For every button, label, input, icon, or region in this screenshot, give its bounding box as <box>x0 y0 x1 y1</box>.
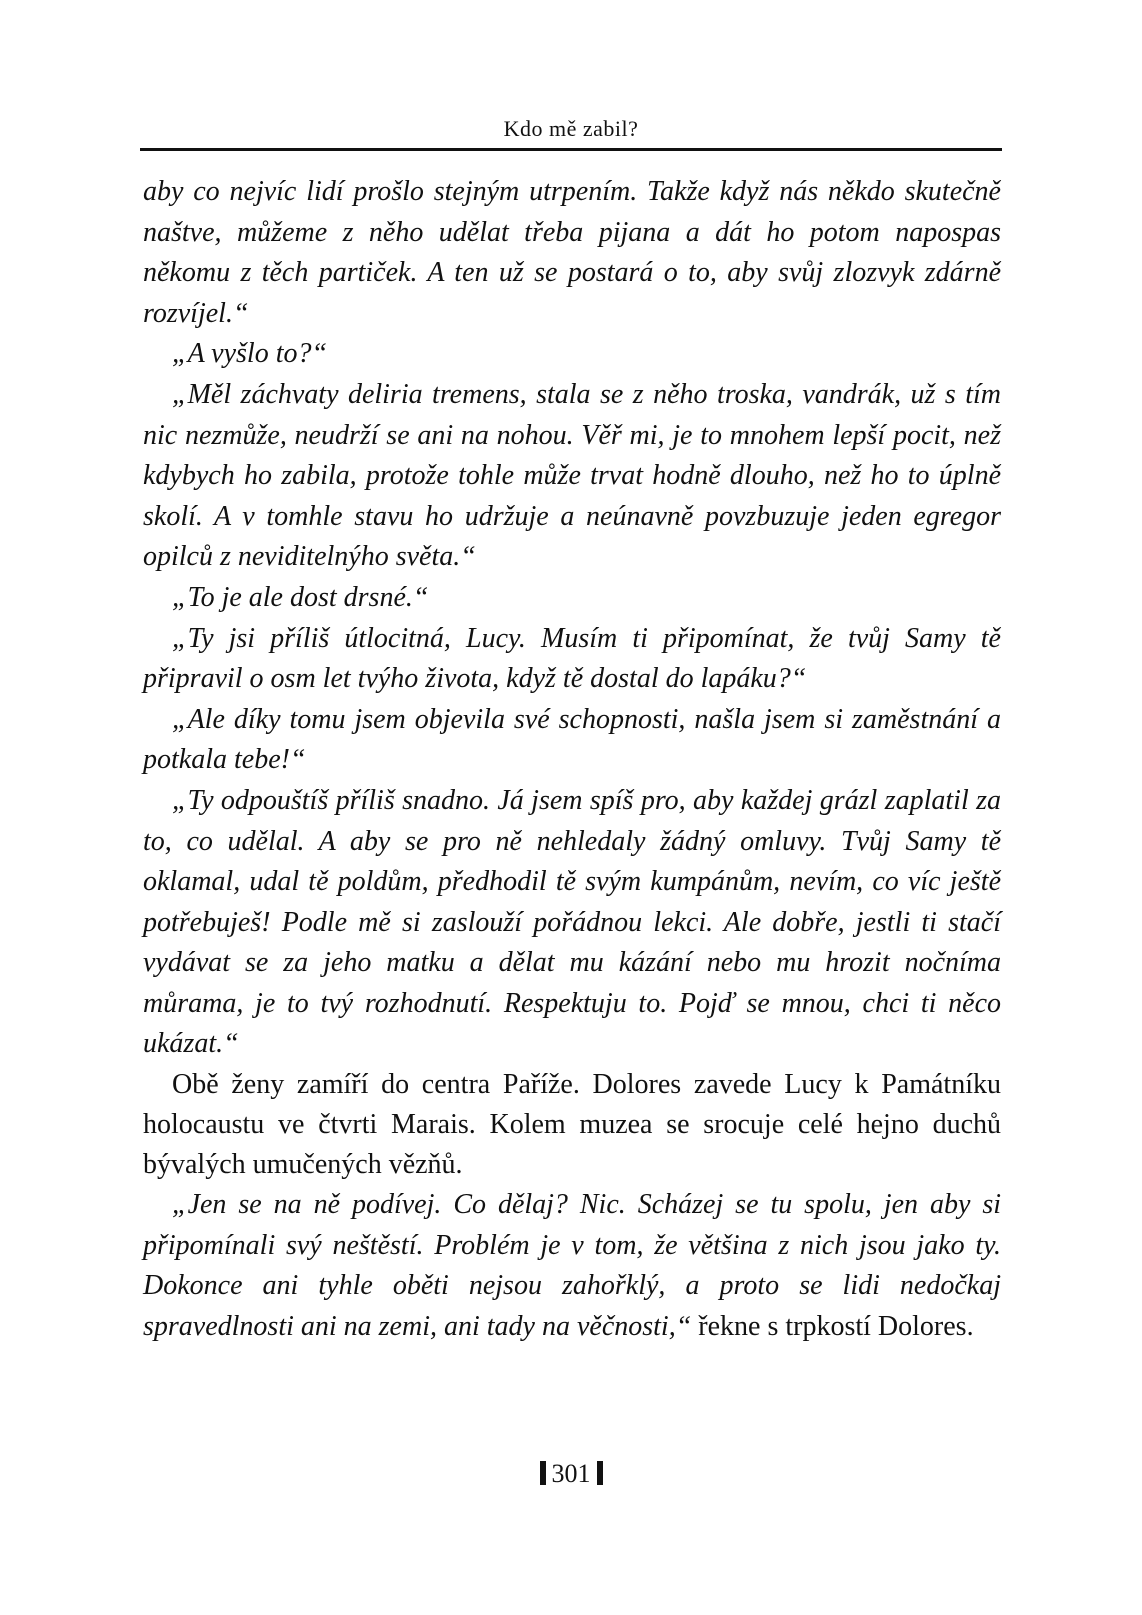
dialogue-paragraph: „Ale díky tomu jsem objevila své schopnosti, našla jsem si zaměstnání a potkala tebe!“ <box>143 703 1001 776</box>
paragraph-continued: aby co nejvíc lidí prošlo stejným utrpením. Takže když nás někdo skutečně naštve, můžeme z něho udělat třeba pijana a dát ho potom napospas někomu z těch partiček. A ten už se postará o to, aby svůj zlozvyk zdárně rozvíjel.“ <box>143 176 1001 329</box>
page-folio <box>0 1458 1142 1490</box>
dialogue-paragraph: „Ty jsi příliš útlocitná, Lucy. Musím ti připomínat, že tvůj Samy tě připravil o osm let tvýho života, když tě dostal do lapáku?“ <box>143 622 1001 695</box>
folio-bar-right <box>597 1461 603 1485</box>
running-title: Kdo mě zabil? <box>503 116 639 141</box>
dialogue-paragraph: „A vyšlo to?“ <box>172 338 328 370</box>
narration-tag: řekne s trpkostí Dolores. <box>691 1310 974 1342</box>
header-rule <box>140 148 1002 151</box>
dialogue-paragraph-mixed <box>143 1185 1001 1347</box>
body-text <box>143 172 1001 1347</box>
narrative-paragraph: Obě ženy zamíří do centra Paříže. Dolores zavede Lucy k Památníku holocaustu ve čtvrti Marais. Kolem muzea se srocuje celé hejno duchů bývalých umučených vězňů. <box>143 1069 1001 1181</box>
dialogue-text: „Jen se na ně podívej. Co dělaj? Nic. Scházej se tu spolu, jen aby si připomínali svý neštěstí. Problém je v tom, že většina z nich jsou jako ty. Dokonce ani tyhle oběti nejsou zahořklý, a proto se lidi nedočkaj spravedlnosti ani na zemi, ani tady na věčnosti,“ <box>143 1189 1001 1342</box>
folio-bar-left <box>540 1461 546 1485</box>
dialogue-paragraph: „Ty odpouštíš příliš snadno. Já jsem spíš pro, aby každej grázl zaplatil za to, co udělal. A aby se pro ně nehledaly žádný omluvy. Tvůj Samy tě oklamal, udal tě poldům, předhodil tě svým kumpánům, nevím, co víc ještě potřebuješ! Podle mě si zaslouží pořádnou lekci. Ale dobře, jestli ti stačí vydávat se za jeho matku a dělat mu kázání nebo mu hrozit nočníma můrama, je to tvý rozhodnutí. Respektuju to. Pojď se mnou, chci ti něco ukázat.“ <box>143 784 1001 1060</box>
dialogue-paragraph: „Měl záchvaty deliria tremens, stala se z něho troska, vandrák, už s tím nic nezmůže, neudrží se ani na nohou. Věř mi, je to mnohem lepší pocit, než kdybych ho zabila, protože tohle může trvat hodně dlouho, než ho to úplně skolí. A v tomhle stavu ho udržuje a neúnavně povzbuzuje jeden egregor opilců z neviditelnýho světa.“ <box>143 378 1001 573</box>
page-number: 301 <box>551 1459 591 1488</box>
dialogue-paragraph: „To je ale dost drsné.“ <box>172 581 429 613</box>
